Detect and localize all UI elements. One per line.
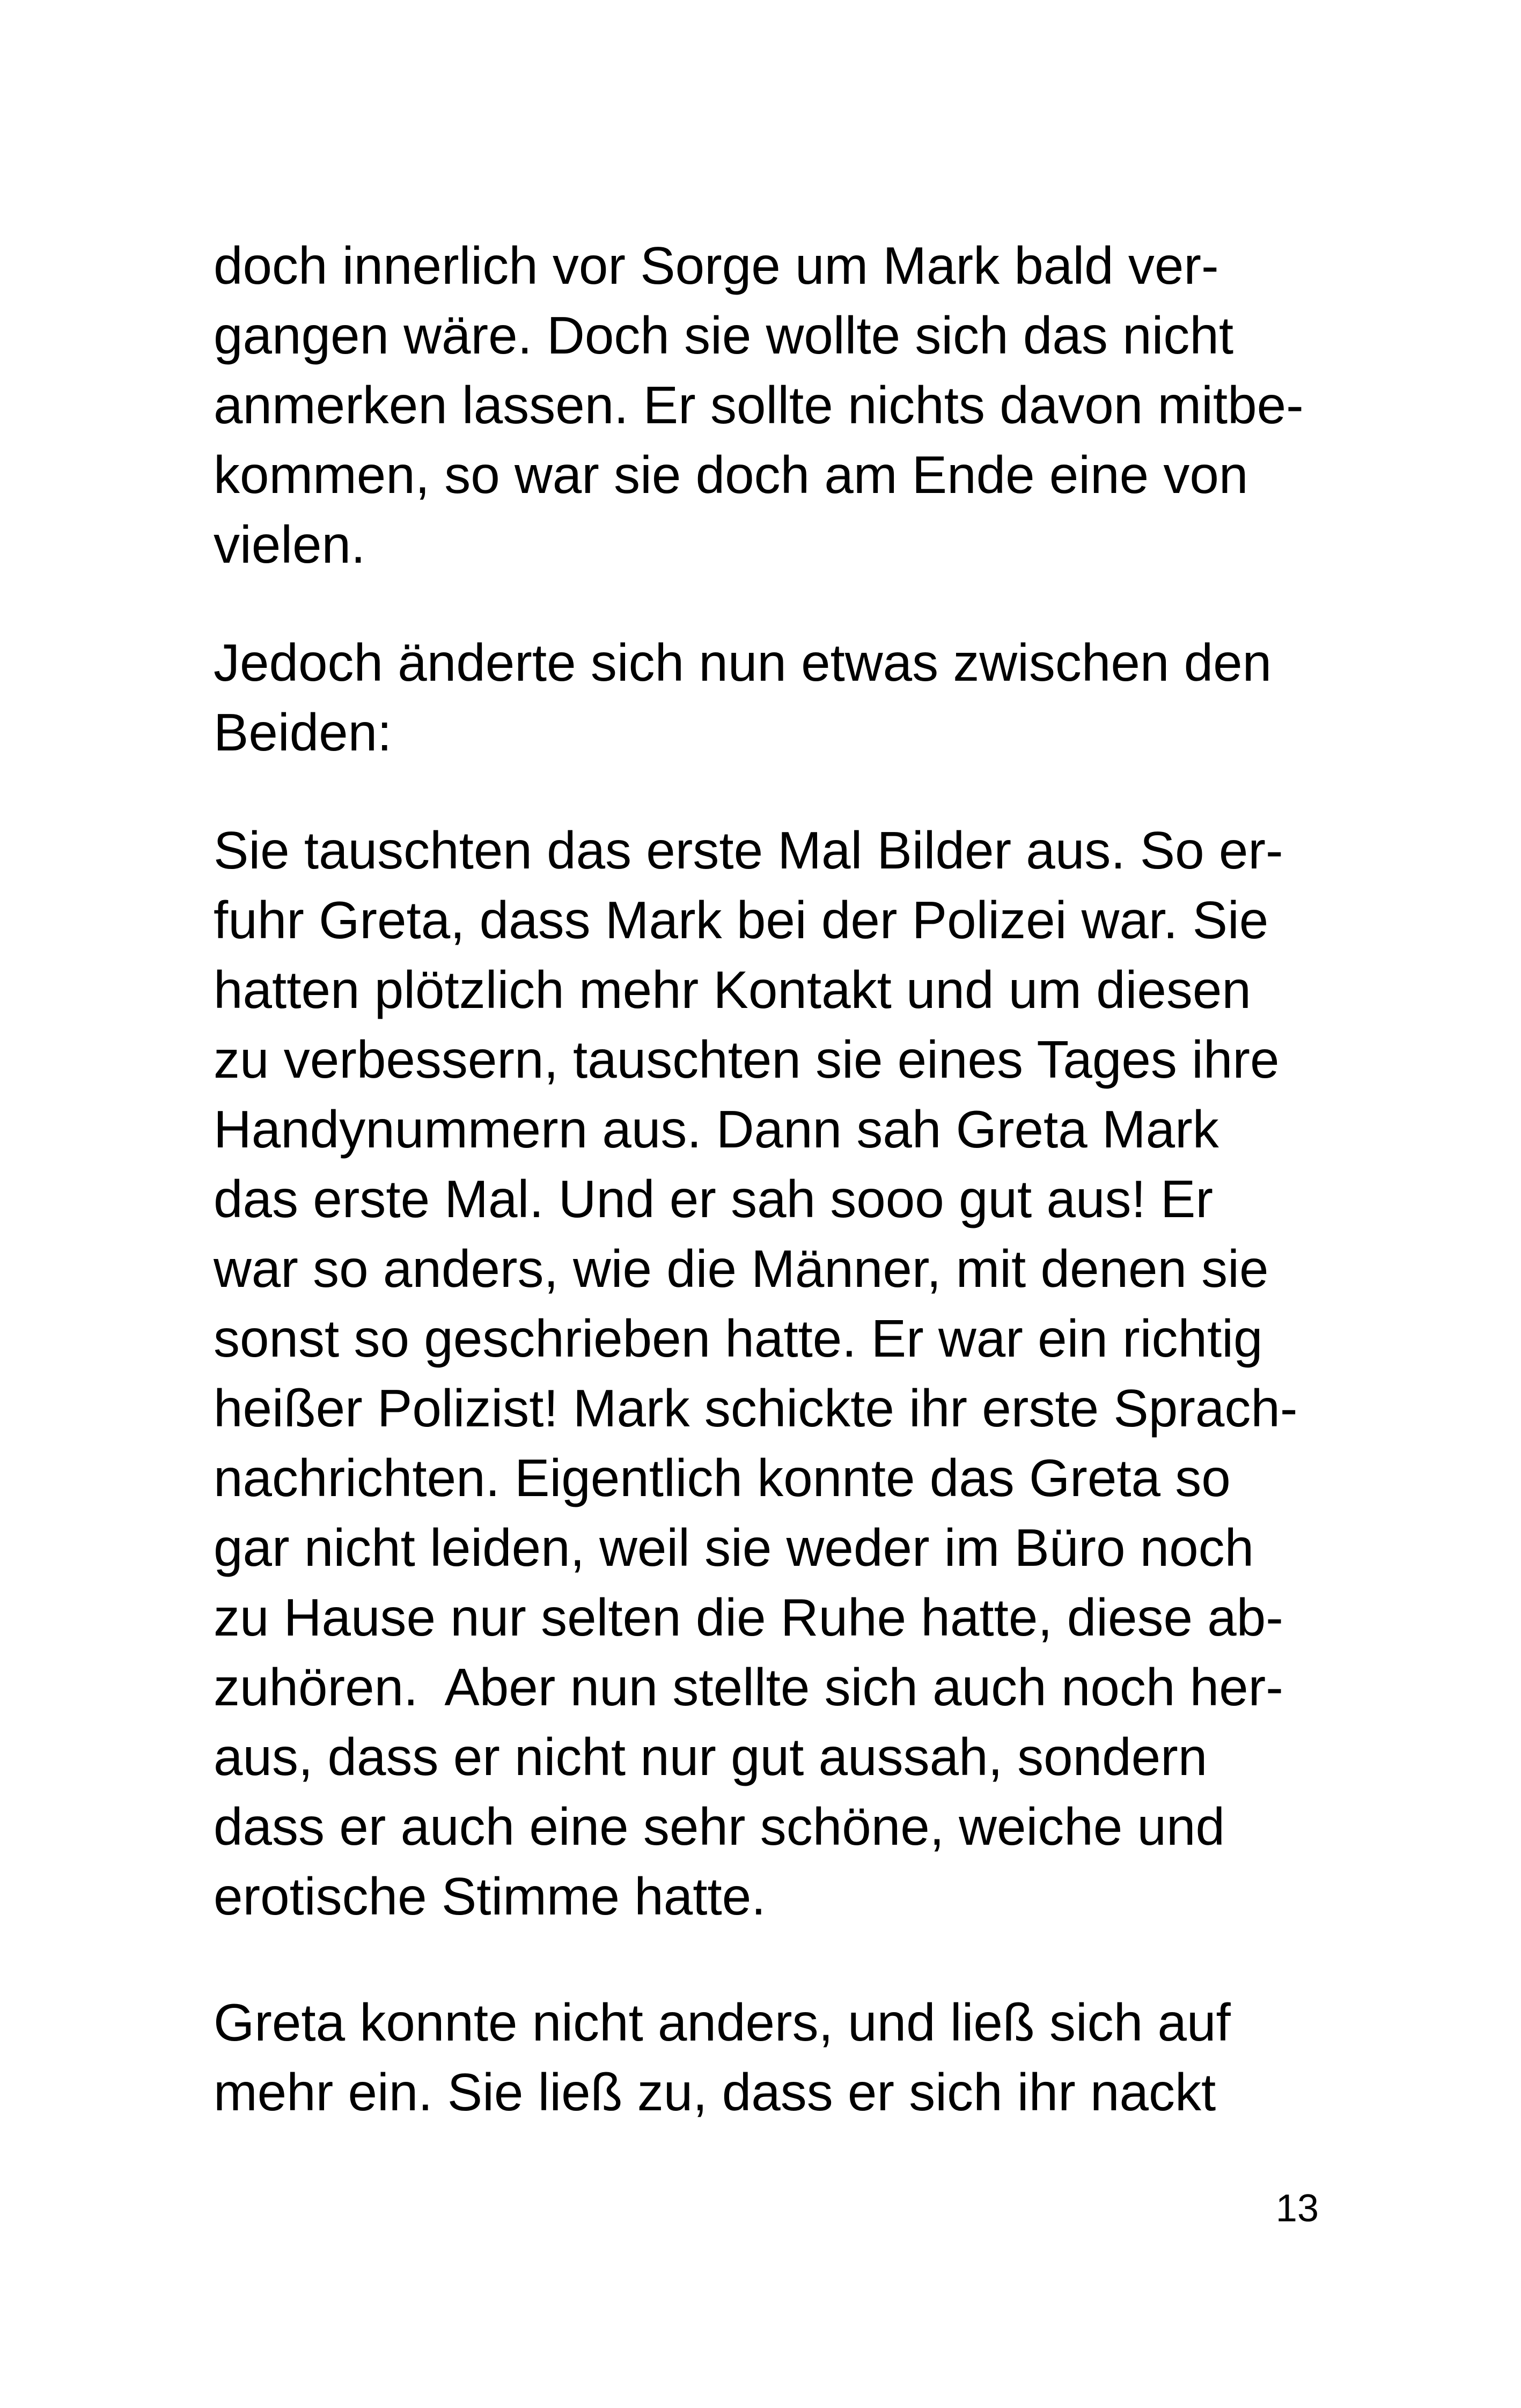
text-line: hatten plötzlich mehr Kontakt und um diesen	[214, 960, 1251, 1019]
paragraph-1	[214, 231, 1304, 579]
text-line: zu Hause nur selten die Ruhe hatte, diese ab-	[214, 1588, 1283, 1647]
page-number: 13	[1275, 2187, 1319, 2230]
text-line: Handynummern aus. Dann sah Greta Mark	[214, 1100, 1219, 1159]
text-line: Sie tauschten das erste Mal Bilder aus. So er-	[214, 821, 1283, 880]
text-line: mehr ein. Sie ließ zu, dass er sich ihr nackt	[214, 2063, 1216, 2122]
text-line: gar nicht leiden, weil sie weder im Büro noch	[214, 1518, 1254, 1577]
text-line: aus, dass er nicht nur gut aussah, sondern	[214, 1727, 1208, 1786]
text-line: nachrichten. Eigentlich konnte das Greta so	[214, 1448, 1231, 1507]
text-line: Greta konnte nicht anders, und ließ sich auf	[214, 1993, 1231, 2052]
text-line: zu verbessern, tauschten sie eines Tages ihre	[214, 1030, 1280, 1089]
text-line: kommen, so war sie doch am Ende eine von	[214, 445, 1248, 504]
text-line: gangen wäre. Doch sie wollte sich das nicht	[214, 306, 1234, 365]
text-line: war so anders, wie die Männer, mit denen sie	[214, 1239, 1269, 1298]
text-line: heißer Polizist! Mark schickte ihr erste Sprach-	[214, 1379, 1298, 1438]
text-line: dass er auch eine sehr schöne, weiche und	[214, 1797, 1225, 1856]
text-line: anmerken lassen. Er sollte nichts davon mitbe-	[214, 375, 1304, 435]
text-line: Jedoch änderte sich nun etwas zwischen den	[214, 633, 1272, 692]
paragraph-3	[214, 815, 1297, 1931]
text-line: vielen.	[214, 515, 366, 574]
text-line: fuhr Greta, dass Mark bei der Polizei war. Sie	[214, 890, 1269, 949]
text-line: sonst so geschrieben hatte. Er war ein richtig	[214, 1309, 1263, 1368]
paragraph-2	[214, 628, 1272, 767]
text-line: Beiden:	[214, 703, 392, 762]
text-line: erotische Stimme hatte.	[214, 1867, 766, 1926]
paragraph-4	[214, 1987, 1231, 2127]
text-line: das erste Mal. Und er sah sooo gut aus! Er	[214, 1169, 1213, 1228]
text-line: doch innerlich vor Sorge um Mark bald ver-	[214, 236, 1219, 295]
text-line: zuhören. Aber nun stellte sich auch noch her-	[214, 1658, 1283, 1717]
